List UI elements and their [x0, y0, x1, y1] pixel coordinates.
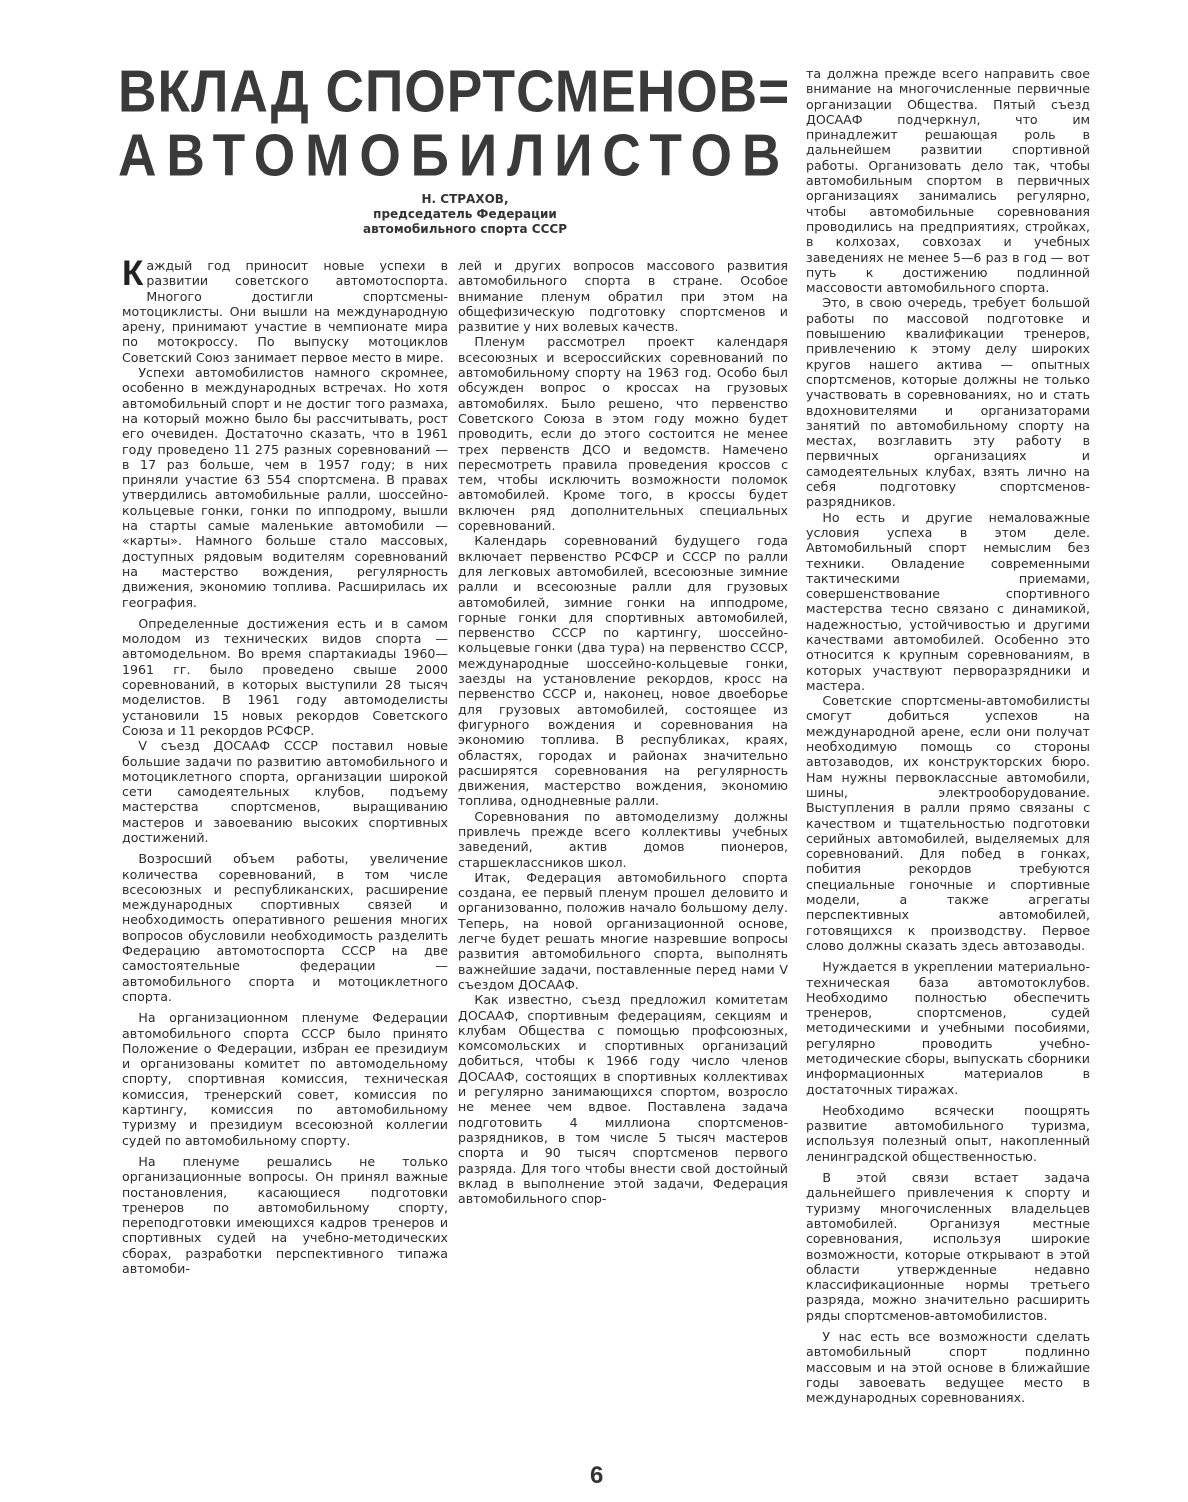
text-column-3: [806, 66, 1090, 1406]
author-organization: автомобильного спорта СССР: [362, 222, 568, 236]
paragraph: Советские спортсмены-автомобилисты смогут добиться успехов на международной арене, если они получат необходимую помощь со стороны автозаводов, их конструкторских бюро. Нам нужны первоклассные автомобили, шины, электрооборудование. Выступления в ралли прямо связаны с качеством и тщательностью подготовки серийных автомобилей, выделяемых для соревнований. Для побед в гонках, побития рекордов требуются специальные гоночные и спортивные модели, а также агрегаты перспективных автомобилей, готовящихся к производству. Первое слово должны сказать здесь автозаводы.: [806, 693, 1090, 953]
article-title-line-2: АВТОМОБИЛИСТОВ: [118, 122, 791, 189]
drop-cap: К: [122, 254, 144, 293]
paragraph: Соревнования по автомоделизму должны привлечь прежде всего коллективы учебных заведений, актив домов пионеров, старшеклассников школ.: [458, 808, 788, 870]
article-title-line-1: ВКЛАД СПОРТСМЕНОВ=: [118, 58, 791, 125]
paragraph: V съезд ДОСААФ СССР поставил новые большие задачи по развитию автомобильного и мотоциклетного спорта, организации широкой сети самодеятельных клубов, подъему мастерства спортсменов, выращиванию мастеров и завоеванию высоких спортивных достижений.: [122, 738, 448, 845]
paragraph: Пленум рассмотрел проект календаря всесоюзных и всероссийских соревнований по автомобильному спорту на 1963 год. Особо был обсужден вопрос о кроссах на грузовых автомобилях. Было решено, что первенство Советского Союза в этом году можно будет проводить, если до этого состоится не менее трех первенств ДСО и ведомств. Намечено пересмотреть правила проведения кроссов с тем, чтобы исключить возможности поломок автомобилей. Кроме того, в кроссы будет включен ряд дополнительных специальных соревнований.: [458, 334, 788, 534]
paragraph: Необходимо всячески поощрять развитие автомобильного туризма, используя полезный опыт, накопленный ленинградской общественностью.: [806, 1102, 1090, 1164]
paragraph: На организационном пленуме Федерации автомобильного спорта СССР было принято Положение о Федерации, избран ее президиум и организованы комитет по автомодельному спорту, спортивная комиссия, техническая комиссия, тренерский совет, комиссия по картингу, комиссия по автомобильному туризму и президиум всесоюзной коллегии судей по автомобильному спорту.: [122, 1010, 448, 1148]
paragraph: Успехи автомобилистов намного скромнее, особенно в международных встречах. Но хотя автомобильный спорт и не достиг того размаха, на который можно было бы рассчитывать, рост его очевиден. Достаточно сказать, что в 1961 году проведено 11 275 разных соревнований — в 17 раз больше, чем в 1957 году; в них приняли участие 63 554 спортсмена. В правах утвердились автомобильные ралли, шоссейно-кольцевые гонки, гонки по ипподрому, вышли на старты самые маленькие автомобили — «карты». Намного больше стало массовых, доступных рядовым водителям соревнований на мастерство вождения, регулярность движения, экономию топлива. Расширилась их география.: [122, 365, 448, 610]
paragraph: У нас есть все возможности сделать автомобильный спорт подлинно массовым и на этой основе в ближайшие годы завоевать ведущее место в международных соревнованиях.: [806, 1329, 1090, 1406]
page-number: 6: [590, 1462, 604, 1489]
paragraph: Но есть и другие немаловажные условия успеха в этом деле. Автомобильный спорт немыслим без техники. Овладение современными тактическими приемами, совершенствование спортивного мастерства тесно связано с динамикой, надежностью, устойчивостью и другими качествами автомобилей. Особенно это относится к крупным соревнованиям, в которых участвуют перворазрядники и мастера.: [806, 509, 1090, 693]
author-position: председатель Федерации: [373, 207, 557, 221]
paragraph: аждый год приносит новые успехи в развитии советского автомотоспорта. Многого достигли спортсмены-мотоциклисты. Они вышли на международную арену, принимают участие в чемпионате мира по мотокроссу. По выпуску мотоциклов Советский Союз занимает первое место в мире.: [122, 258, 448, 365]
text-column-2: [458, 258, 788, 1206]
paragraph: Определенные достижения есть и в самом молодом из технических видов спорта — автомодельном. Во время спартакиады 1960—1961 гг. было проведено свыше 2000 соревнований, в которых выступили 28 тысяч моделистов. В 1961 году автомоделисты установили 15 новых рекордов Советского Союза и 11 рекордов РСФСР.: [122, 615, 448, 738]
paragraph: Нуждается в укреплении материально-техническая база автомотоклубов. Необходимо полностью обеспечить тренеров, спортсменов, судей методическими и учебными пособиями, регулярно проводить учебно-методические сборы, выпускать сборники информационных материалов в достаточных тиражах.: [806, 959, 1090, 1097]
paragraph: Календарь соревнований будущего года включает первенство РСФСР и СССР по ралли для легковых автомобилей, всесоюзные зимние ралли и всесоюзные ралли для грузовых автомобилей, зимние гонки на ипподроме, горные гонки для спортивных автомобилей, первенство СССР по картингу, шоссейно-кольцевые гонки (два тура) на первенство СССР, международные шоссейно-кольцевые гонки, заезды на установление рекордов, кросс на первенство СССР и, наконец, новое двоеборье для грузовых автомобилей, состоящее из фигурного вождения и соревнования на экономию топлива. В республиках, краях, областях, городах и районах значительно расширятся соревнования на регулярность движения, мастерство вождения, экономию топлива, однодневные ралли.: [458, 533, 788, 809]
paragraph: Это, в свою очередь, требует большой работы по массовой подготовке и повышению квалификации тренеров, привлечению к этому делу широких кругов нашего актива — опытных спортсменов, которые должны не только участвовать в соревнованиях, но и стать вдохновителями и организаторами занятий по автомобильному спорту на местах, возглавить эту работу в первичных организациях и самодеятельных клубах, взять лично на себя подготовку спортсменов-разрядников.: [806, 295, 1090, 510]
byline: [300, 192, 630, 237]
paragraph: Итак, Федерация автомобильного спорта создана, ее первый пленум прошел деловито и организованно, положив начало большому делу. Теперь, на новой организационной основе, легче будет решать многие назревшие вопросы развития автомобильного спорта, выполнять важнейшие задачи, поставленные перед нами V съездом ДОСААФ.: [458, 869, 788, 992]
paragraph: лей и других вопросов массового развития автомобильного спорта в стране. Особое внимание пленум обратил при этом на общефизическую подготовку спортсменов и развитие у них волевых качеств.: [458, 258, 788, 335]
paragraph: Как известно, съезд предложил комитетам ДОСААФ, спортивным федерациям, секциям и клубам Общества с помощью профсоюзных, комсомольских и спортивных организаций добиться, чтобы к 1966 году число членов ДОСААФ, состоящих в спортивных коллективах и регулярно занимающихся спортом, возросло не менее чем вдвое. Поставлена задача подготовить 4 миллиона спортсменов-разрядников, в том числе 5 тысяч мастеров спорта и 90 тысяч спортсменов первого разряда. Для того чтобы внести свой достойный вклад в выполнение этой задачи, Федерация автомобильного спор-: [458, 992, 788, 1207]
author-name: Н. СТРАХОВ,: [421, 192, 509, 206]
paragraph: та должна прежде всего направить свое внимание на многочисленные первичные организации Общества. Пятый съезд ДОСААФ подчеркнул, что им принадлежит решающая роль в дальнейшем развитии спортивной работы. Организовать дело так, чтобы автомобильным спортом в первичных организациях занимались регулярно, чтобы автомобильные соревнования проводились на предприятиях, стройках, в колхозах, совхозах и учебных заведениях не менее 5—6 раз в год — вот путь к достижению подлинной массовости автомобильного спорта.: [806, 66, 1090, 296]
text-column-1: [122, 254, 448, 1276]
paragraph: В этой связи встает задача дальнейшего привлечения к спорту и туризму многочисленных владельцев автомобилей. Организуя местные соревнования, используя широкие возможности, которые открывают в этой области утвержденные недавно классификационные нормы третьего разряда, можно значительно расширить ряды спортсменов-автомобилистов.: [806, 1170, 1090, 1323]
paragraph: Возросший объем работы, увеличение количества соревнований, в том числе всесоюзных и республиканских, расширение международных спортивных связей и необходимость оперативного решения многих вопросов обусловили необходимость разделить Федерацию автомотоспорта СССР на две самостоятельные федерации — автомобильного спорта и мотоциклетного спорта.: [122, 851, 448, 1004]
paragraph: На пленуме решались не только организационные вопросы. Он принял важные постановления, касающиеся подготовки тренеров по автомобильному спорту, переподготовки имеющихся кадров тренеров и спортивных судей на учебно-методических сборах, разработки перспективного типажа автомоби-: [122, 1153, 448, 1276]
